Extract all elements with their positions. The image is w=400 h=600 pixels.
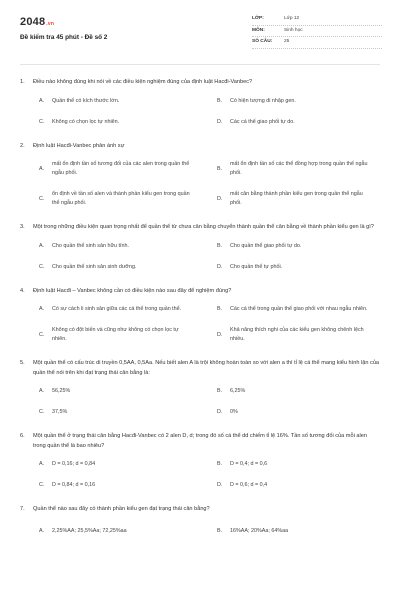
exam-title: Đề kiểm tra 45 phút - Đề số 2 [20,34,108,41]
question-text: Điều nào không đúng khi nói về các điều kiện nghiệm đúng của định luật Hacđi-Vanbec? [33,79,253,85]
option-letter: B. [217,242,223,249]
question-stem [20,359,380,378]
answer-option-d[interactable] [217,263,395,272]
answer-option-a[interactable] [39,242,217,251]
answer-options [39,527,380,536]
answer-options [39,387,380,417]
answer-options [39,97,380,127]
answer-option-b[interactable] [217,527,395,536]
option-text: Khả năng thích nghi của các kiểu gen không chênh lệch nhiều. [230,327,364,342]
question-2 [20,142,380,209]
option-letter: A. [39,242,45,249]
meta-key: SỐ CÂU: [252,39,273,45]
option-text: Cho quần thể giao phối tự do. [230,242,302,249]
option-letter: B. [217,306,223,312]
answer-option-c[interactable] [39,190,217,208]
option-text: 37,5% [52,409,68,415]
question-text: Quần thể nào sau đây có thành phần kiểu gen đạt trạng thái cân bằng? [33,506,210,512]
option-text: Không có chọn lọc tự nhiên. [52,118,120,125]
option-text: Cho quần thể sinh sản sinh dưỡng. [52,263,137,270]
option-text: 56,25% [52,388,71,394]
site-logo[interactable] [20,15,54,30]
option-text: Cho quần thể tự phối. [230,263,283,270]
question-text: Một quần thể có cấu trúc di truyền 0,5AA, 0,5Aa. Nếu biết alen A là trội không hoàn toàn so với alen a thì tỉ lệ cá thể mang kiểu hình lặn của quần thể nói trên khi đạt trạng thái cân bằng là: [33,360,380,376]
question-number: 4. [20,287,25,294]
page-header [0,0,400,62]
meta-row-subject [252,26,382,38]
option-letter: D. [217,195,223,202]
header-divider [20,64,380,65]
question-4 [20,287,380,345]
question-text: Một trong những điều kiện quan trọng nhất để quần thể từ chưa cân bằng chuyển thành quần thể cân bằng về thành phần kiểu gen là gì? [33,224,374,230]
answer-option-c[interactable] [39,263,217,272]
meta-key: MÔN: [252,27,265,33]
option-letter: C. [39,409,45,415]
option-letter: A. [39,388,45,394]
option-letter: D. [217,118,223,125]
option-text: mất ổn định tần số các thể đồng hợp trong quần thể ngẫu phối. [230,161,368,176]
option-text: Không có đột biến và cũng như không có chọn lọc tự nhiên. [52,327,179,342]
answer-options [39,242,380,272]
option-letter: C. [39,263,45,270]
option-text: mất ổn định tần số tương đối của các alen trong quần thể ngẫu phối. [52,161,190,176]
answer-option-a[interactable] [39,460,217,469]
question-stem [20,142,380,152]
question-text: Định luật Hacđi – Vanbec không cần có điều kiện nào sau đây để nghiệm đúng? [33,287,232,294]
option-letter: B. [217,461,223,467]
question-stem [20,287,380,297]
meta-value: Sinh học [284,27,303,33]
meta-value: 25 [284,39,290,45]
question-list [20,78,380,551]
answer-options [39,460,380,490]
answer-option-b[interactable] [217,460,395,469]
question-stem [20,432,380,451]
question-6 [20,432,380,490]
answer-option-b[interactable] [217,97,395,106]
answer-option-c[interactable] [39,408,217,417]
option-letter: C. [39,331,45,338]
question-3 [20,223,380,272]
answer-option-a[interactable] [39,387,217,396]
option-text: Các cá thể trong quần thể giao phối với nhau ngẫu nhiên. [230,306,368,312]
option-text: mất cân bằng thành phần kiểu gen trong quần thể ngẫu phối. [230,191,363,206]
meta-row-class [252,14,382,26]
answer-option-a[interactable] [39,527,217,536]
option-letter: A. [39,461,45,467]
option-letter: B. [217,97,223,104]
option-letter: C. [39,482,45,488]
answer-option-d[interactable] [217,326,395,344]
option-text: 16%AA; 20%Aa; 64%aa [230,527,289,534]
answer-option-b[interactable] [217,160,395,178]
option-text: Quần thể có kích thước lớn. [52,97,120,104]
option-letter: A. [39,306,45,312]
answer-option-d[interactable] [217,408,395,417]
answer-option-d[interactable] [217,190,395,208]
question-5 [20,359,380,417]
option-letter: A. [39,165,45,172]
option-letter: D. [217,409,223,415]
option-letter: D. [217,482,223,488]
question-text: Một quần thể ở trạng thái cân bằng Hacđi-Vanbec có 2 alen D, d; trong đó số cá thể dd chiếm tỉ lệ 16%. Tần số tương đối của mỗi alen trong quần thể là bao nhiêu? [33,433,367,449]
question-number: 5. [20,360,25,366]
option-text: 6,25% [230,388,246,394]
meta-row-count [252,37,382,49]
question-number: 1. [20,79,25,85]
option-letter: A. [39,527,45,534]
option-text: Có sự cách li sinh sản giữa các cá thể trong quần thể. [52,306,182,312]
exam-meta [252,14,382,49]
answer-option-c[interactable] [39,481,217,490]
question-number: 3. [20,224,25,230]
option-text: 0% [230,409,238,415]
answer-options [39,305,380,344]
question-text: Định luật Hacđi-Vanbec phản ánh sự [33,142,125,149]
option-text: D = 0,84; d = 0,16 [52,482,96,488]
answer-option-c[interactable] [39,118,217,127]
answer-option-a[interactable] [39,305,217,314]
option-text: D = 0,4; d = 0,6 [230,461,268,467]
question-stem [20,78,380,88]
answer-option-b[interactable] [217,387,395,396]
option-letter: C. [39,118,45,125]
meta-key: LỚP: [252,16,264,22]
option-letter: C. [39,195,45,202]
option-text: D = 0,16; d = 0,84 [52,461,96,467]
question-1 [20,78,380,127]
question-number: 7. [20,506,25,512]
question-stem [20,505,380,515]
question-stem [20,223,380,233]
option-letter: B. [217,388,223,394]
question-number: 2. [20,142,25,149]
option-text: D = 0,6; d = 0,4 [230,482,268,488]
option-text: Các cá thể giao phối tự do. [230,118,295,125]
option-letter: A. [39,97,45,104]
question-7 [20,505,380,536]
option-letter: D. [217,263,223,270]
option-letter: D. [217,331,223,338]
answer-option-a[interactable] [39,160,217,178]
option-text: 2,25%AA; 25,5%Aa; 72,25%aa [52,527,127,534]
answer-option-d[interactable] [217,118,395,127]
option-letter: B. [217,165,223,172]
option-text: Cho quần thể sinh sản hữu tính. [52,242,130,249]
meta-value: Lớp 12 [284,16,300,22]
option-text: Có hiện tượng di nhập gen. [230,97,296,104]
option-text: ổn định về tần số alen và thành phần kiểu gen trong quần thể ngẫu phối. [52,191,190,206]
answer-option-a[interactable] [39,97,217,106]
answer-option-d[interactable] [217,481,395,490]
option-letter: B. [217,527,223,534]
answer-options [39,160,380,208]
logo-text: 2048 [20,16,46,28]
answer-option-c[interactable] [39,326,217,344]
answer-option-b[interactable] [217,305,395,314]
answer-option-b[interactable] [217,242,395,251]
logo-tld: .vn [46,21,55,27]
question-number: 6. [20,433,25,439]
